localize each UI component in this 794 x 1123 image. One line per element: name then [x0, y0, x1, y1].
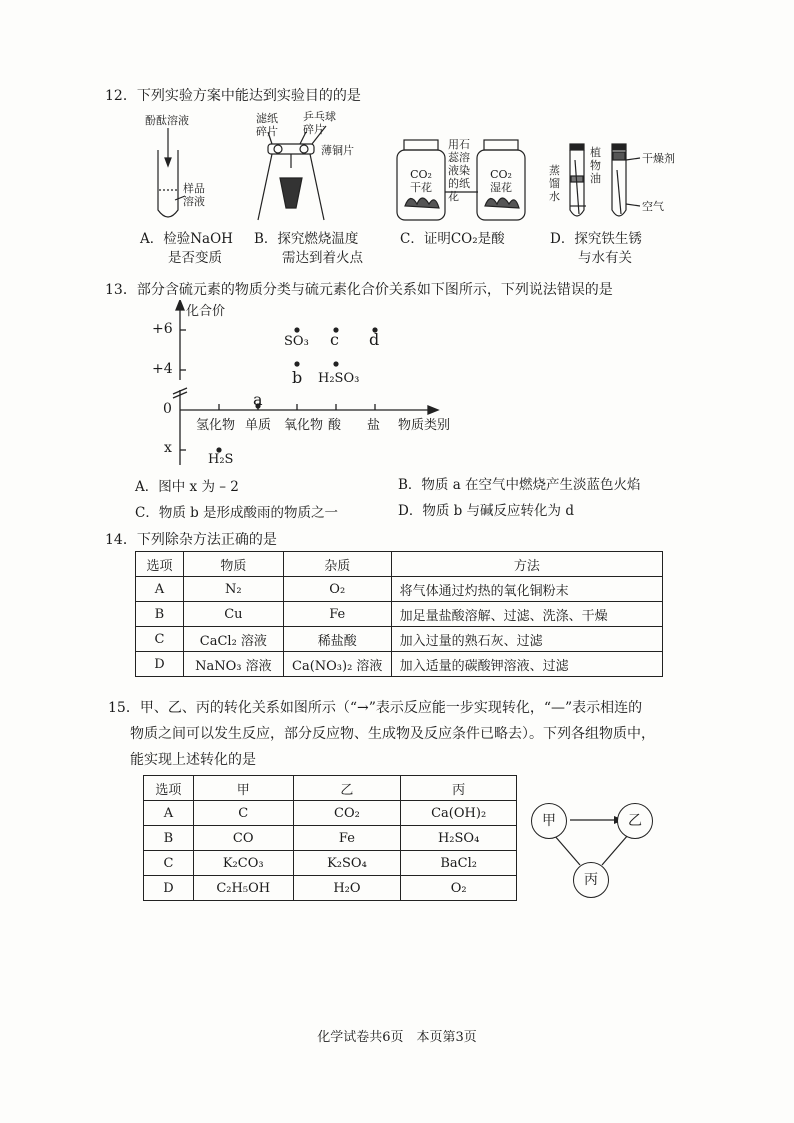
- label-copper-plate: 薄铜片: [321, 144, 354, 157]
- apparatus-b-tripod: [258, 126, 326, 220]
- node-jia: 甲: [531, 803, 567, 839]
- node-bing: 丙: [573, 862, 609, 898]
- label-filter-paper: 滤纸碎片: [256, 112, 278, 138]
- category-element: 单质: [245, 418, 272, 433]
- category-salt: 盐: [367, 418, 381, 433]
- table-row: C CaCl₂ 溶液 稀盐酸 加入过量的熟石灰、过滤: [136, 627, 663, 652]
- q15-stem-line1: 15．甲、乙、丙的转化关系如图所示（“→”表示反应能一步实现转化，“—”表示相连的: [108, 700, 643, 716]
- point-label-b: b: [292, 368, 303, 387]
- apparatus-d-test-tubes: [570, 144, 640, 216]
- apparatus-a-test-tube: [158, 128, 185, 217]
- q13-option-d[interactable]: D．物质 b 与碱反应转化为 d: [398, 503, 574, 519]
- q15-table: [143, 775, 517, 901]
- label-distilled-water: 蒸馏水: [549, 164, 560, 203]
- table-row: D NaNO₃ 溶液 Ca(NO₃)₂ 溶液 加入适量的碳酸钾溶液、过滤: [136, 652, 663, 677]
- label-desiccant: 干燥剂: [642, 152, 675, 165]
- ytick-zero: 0: [163, 401, 172, 417]
- table-row: A N₂ O₂ 将气体通过灼热的氧化铜粉末: [136, 577, 663, 602]
- q15-stem-line3: 能实现上述转化的是: [130, 752, 256, 768]
- label-plant-oil: 植物油: [590, 146, 601, 185]
- category-oxide: 氧化物: [284, 418, 324, 433]
- point-so3: [294, 327, 299, 332]
- ytick-x: x: [164, 440, 172, 456]
- label-air: 空气: [642, 200, 664, 213]
- q12-option-d[interactable]: D．探究铁生锈 与水有关: [550, 231, 642, 266]
- point-b: [294, 361, 299, 366]
- category-hydride: 氢化物: [196, 418, 236, 433]
- line-yi-bing: [602, 835, 628, 865]
- point-label-c: c: [330, 330, 339, 349]
- q15-stem-line2: 物质之间可以发生反应，部分反应物、生成物及反应条件已略去）。下列各组物质中，: [130, 726, 655, 742]
- point-label-so3: SO₃: [284, 334, 309, 349]
- q12-option-a[interactable]: A．检验NaOH 是否变质: [140, 231, 233, 266]
- label-dry-flower: CO₂干花: [410, 168, 432, 194]
- q13-stem: 13．部分含硫元素的物质分类与硫元素化合价关系如下图所示，下列说法错误的是: [105, 282, 613, 298]
- table-row: B Cu Fe 加足量盐酸溶解、过滤、洗涤、干燥: [136, 602, 663, 627]
- node-yi: 乙: [617, 803, 653, 839]
- label-litmus-paper: 用石蕊溶液染的纸花: [448, 138, 470, 203]
- table-header-row: 选项 甲 乙 丙: [144, 776, 517, 801]
- q13-option-a[interactable]: A．图中 x 为 – 2: [135, 479, 239, 495]
- q14-table: [135, 551, 663, 677]
- table-header-row: 选项 物质 杂质 方法: [136, 552, 663, 577]
- table-row: A C CO₂ Ca(OH)₂: [144, 801, 517, 826]
- q12-option-b[interactable]: B．探究燃烧温度 需达到着火点: [254, 231, 363, 266]
- table-row: B CO Fe H₂SO₄: [144, 826, 517, 851]
- q14-stem: 14．下列除杂方法正确的是: [105, 532, 277, 548]
- chart-ylabel: 化合价: [186, 304, 226, 319]
- category-acid: 酸: [328, 418, 342, 433]
- label-sample-solution: 样品溶液: [183, 182, 205, 208]
- point-label-d: d: [369, 330, 380, 349]
- point-label-h2so3: H₂SO₃: [318, 371, 360, 386]
- point-label-a: a: [253, 390, 263, 409]
- label-phenolphthalein: 酚酞溶液: [145, 114, 189, 127]
- page-footer: 化学试卷共6页 本页第3页: [317, 1030, 477, 1045]
- q13-option-b[interactable]: B．物质 a 在空气中燃烧产生淡蓝色火焰: [398, 477, 641, 493]
- q13-option-c[interactable]: C．物质 b 是形成酸雨的物质之一: [135, 505, 339, 521]
- q12-option-c[interactable]: C．证明CO₂是酸: [400, 231, 505, 247]
- table-row: D C₂H₅OH H₂O O₂: [144, 876, 517, 901]
- q12-apparatus-figure: [0, 0, 794, 240]
- line-jia-bing: [554, 835, 580, 865]
- ytick-plus4: +4: [152, 361, 173, 377]
- point-label-h2s: H₂S: [208, 452, 234, 467]
- label-pingpong: 乒乓球碎片: [303, 110, 336, 136]
- table-row: C K₂CO₃ K₂SO₄ BaCl₂: [144, 851, 517, 876]
- q12-stem: 12．下列实验方案中能达到实验目的的是: [105, 88, 361, 104]
- label-wet-flower: CO₂湿花: [490, 168, 512, 194]
- chart-xlabel: 物质类别: [398, 418, 451, 433]
- ytick-plus6: +6: [152, 321, 173, 337]
- point-h2so3: [333, 361, 338, 366]
